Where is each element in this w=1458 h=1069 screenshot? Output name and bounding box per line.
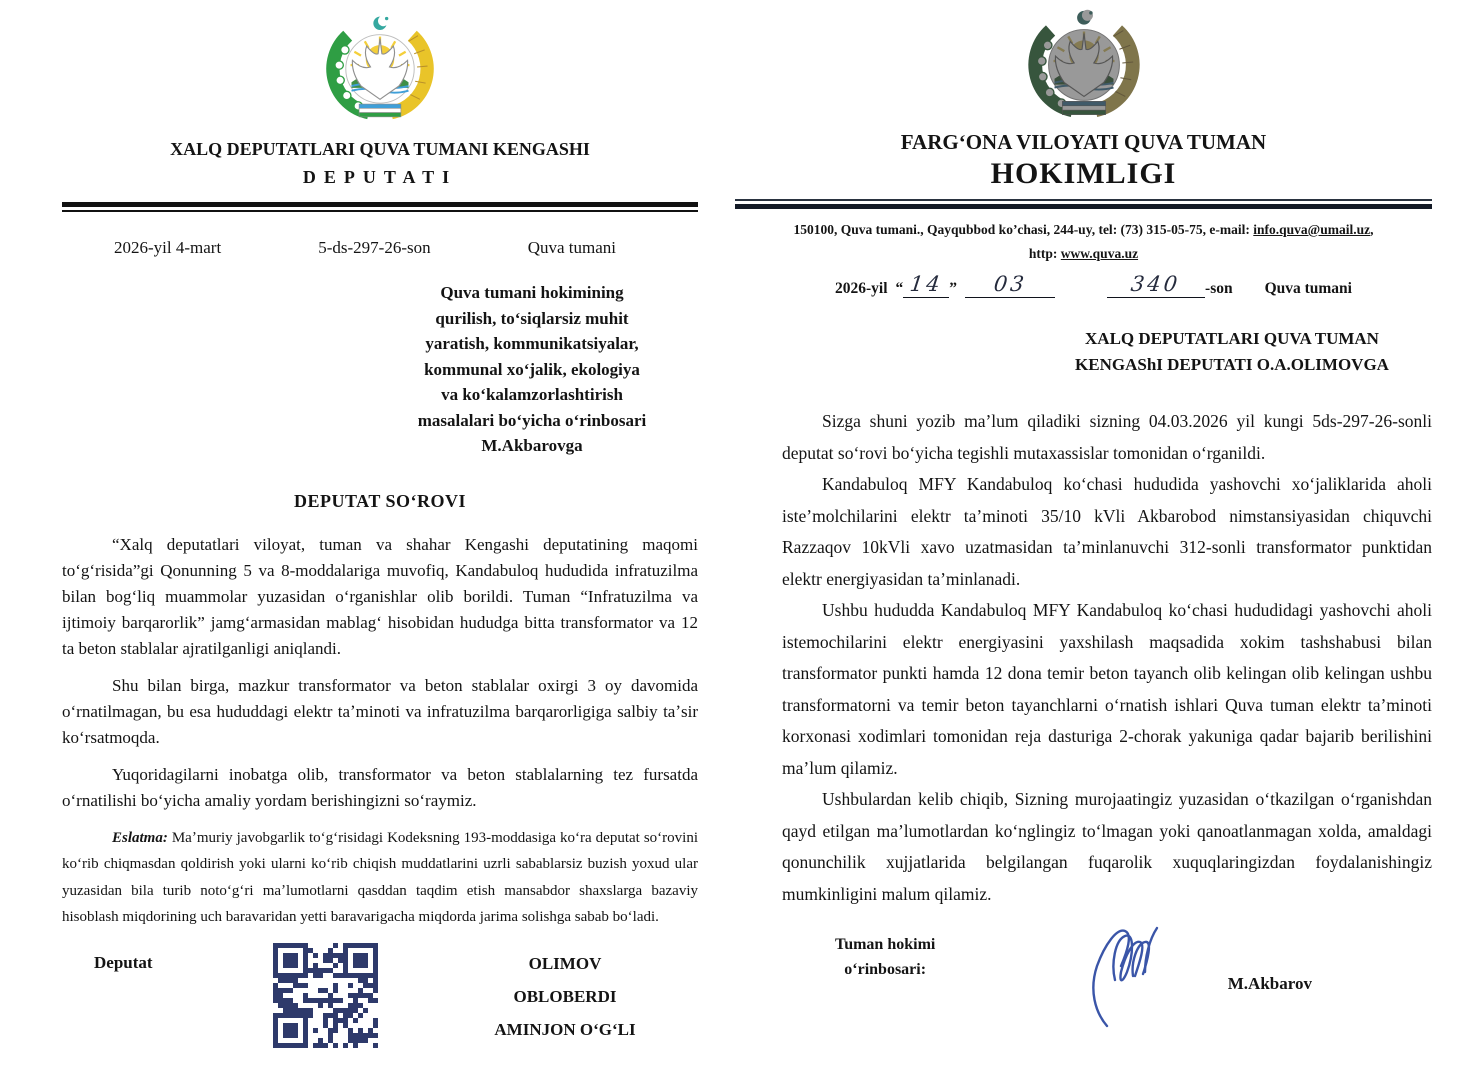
addressee-block [1056, 326, 1408, 378]
org-name-line2: DEPUTATI [302, 167, 458, 187]
handwritten-number: 340 [1130, 272, 1183, 296]
body-paragraph: Ushbu hududda Kandabuloq MFY Kandabuloq koʻchasi hududidagi yashovchi aholi istemochilarini elektr energiyasini yaxshilash maqsadida xokim tashshabusi bilan transformator punkti hamda 12 dona temir beton tayanch olib kelingan olib kelingan ushbu transformatorni va temir beton tayanchlarni oʻrnatish ishlari Quva tuman elektr taʼminoti korxonasi xodimlari tomonidan reja dasturiga 2-chorak yakuniga qadar bajarib berilishini maʼlum qilamiz. [782, 600, 1432, 778]
signer-name: M.Akbarov [1227, 974, 1312, 993]
body-paragraph: “Xalq deputatlari viloyat, tuman va shahar Kengashi deputatining maqomi toʻgʻrisida”gi Qonunning 5 va 8-moddalariga muvofiq, Kandabuloq hududida infratuzilma bilan bogʻliq muammolar yuzasidan oʻrganishlar olib borildi. Tuman “Infratuzilma va ijtimoiy barqarorlik” jamgʻarmasidan mablagʻ hisobidan hududga bitta transformator va 12 ta beton stablalar ajratilganligi aniqlandi. [62, 534, 698, 658]
body-paragraph: Yuqoridagilarni inobatga olib, transformator va beton stablalarning tez fursatda oʻrnatilishi boʻyicha amaliy yordam berishingizni soʻraymiz. [62, 764, 698, 810]
document-title: DEPUTAT SOʻROVI [293, 490, 467, 511]
header-rule [62, 202, 698, 212]
addressee-block [366, 280, 698, 459]
body-paragraph: Sizga shuni yozib maʼlum qiladiki sizning 04.03.2026 yil kungi 5ds-297-26-sonli deputat soʻrovi boʻyicha tegishli mutaxassislar tomonidan oʻrganildi. [782, 411, 1432, 463]
date-day-blank [903, 274, 949, 298]
org-name-line1: FARGʻONA VILOYATI QUVA TUMAN [900, 130, 1267, 154]
document-meta-row [735, 274, 1432, 298]
state-emblem-right [735, 4, 1432, 127]
qr-code [273, 943, 378, 1053]
org-name-line2: HOKIMLIGI [990, 157, 1177, 190]
letter-body [62, 532, 698, 814]
note-paragraph [62, 825, 698, 931]
body-paragraph: Kandabuloq MFY Kandabuloq koʻchasi hududida yashovchi xoʻjaliklarida aholi isteʼmolchilarini elektr taʼminoti 35/10 kVli Akbarobod nimstansiyasidan chiquvchi Razzaqov 10kVli xavo uzatmasidan taʼminlanuvchi 312-sonli transformator punktidan elektr energiyasidan taʼminlanadi. [782, 474, 1432, 589]
signer-name: OLIMOV OBLOBERDI AMINJON OʻGʻLI [494, 953, 636, 1039]
letter-body [782, 406, 1432, 910]
letter-deputat-sorovi [62, 10, 698, 1053]
date-label: 2026-yil [835, 280, 888, 297]
doc-number: 5-ds-297-26-son [318, 238, 431, 257]
addressee-line: kommunal xoʻjalik, ekologiya [424, 359, 640, 379]
addressee-line: KENGAShI DEPUTATI O.A.OLIMOVGA [1075, 355, 1389, 374]
signer-role: Deputat [94, 952, 153, 972]
org-address-line: 150100, Quva tumani., Qayqubbod ko’chasi, 244-uy, tel: (73) 315-05-75, e-mail: info.quva@umail.uz, [793, 222, 1374, 237]
addressee-line: M.Akbarovga [481, 436, 583, 455]
header-rule [735, 199, 1432, 209]
addressee-line: yaratish, kommunikatsiyalar, [425, 334, 639, 353]
addressee-line: qurilish, toʻsiqlarsiz muhit [435, 308, 629, 328]
email-link[interactable]: info.quva@umail.uz [1253, 222, 1371, 237]
addressee-line: Quva tumani hokimining [440, 283, 624, 302]
handwritten-day: 14 [908, 272, 945, 296]
signature-image [1073, 918, 1193, 1035]
state-emblem-left [62, 10, 698, 129]
website-link[interactable]: www.quva.uz [1060, 246, 1139, 261]
note-label: Eslatma: [112, 829, 168, 846]
addressee-line: va koʻkalamzorlashtirish [441, 385, 623, 404]
signature-row [735, 932, 1432, 1035]
note-text: Maʼmuriy javobgarlik toʻgʻrisidagi Kodeksning 193-moddasiga koʻra deputat soʻrovini koʻrib chiqmasdan qoldirish yoki ularni koʻrib chiqish muddatlarini uzrli sabablarsiz buzish yoxud ular yuzasidan bila turib notoʻgʻri maʼlumotlarni qasddan taqdim etish mansabdor shaxslarga bazaviy hisoblash miqdorining uch baravaridan yetti baravarigacha miqdorda jarima solishga sabab boʻladi. [62, 829, 698, 925]
letter-hokimlik-javobi [735, 4, 1432, 1035]
body-paragraph: Ushbulardan kelib chiqib, Sizning murojaatingiz yuzasidan oʻtkazilgan oʻrganishdan qayd etilgan maʼlumotlardan koʻnglingiz toʻlmagan yoki qanoatlanmagan xolda, amaldagi qonunchilik xujjatlarida belgilangan fuqarolik xuquqlaringizdan foydalanishingiz mumkinligini malum qilamiz. [782, 789, 1432, 904]
addressee-line: masalalari boʻyicha oʻrinbosari [417, 410, 647, 430]
quote-close: ” [949, 280, 958, 297]
doc-number-blank [1107, 274, 1205, 298]
doc-place: Quva tumani [1264, 280, 1352, 297]
doc-place: Quva tumani [527, 238, 616, 257]
document-meta-row [62, 238, 698, 258]
org-website-line: http: www.quva.uz [1028, 246, 1139, 261]
addressee-line: XALQ DEPUTATLARI QUVA TUMAN [1085, 329, 1379, 348]
signer-role: Tuman hokimi oʻrinbosari: [835, 936, 936, 978]
org-name-line1: XALQ DEPUTATLARI QUVA TUMANI KENGASHI [170, 139, 590, 159]
doc-date: 2026-yil 4-mart [114, 238, 222, 257]
signature-row [62, 943, 698, 1053]
body-paragraph: Shu bilan birga, mazkur transformator va beton stablalar oxirgi 3 oy davomida oʻrnatilmagan, bu esa hududdagi elektr taʼminoti va infratuzilma barqarorligiga salbiy taʼsir koʻrsatmoqda. [62, 675, 698, 747]
quote-open: “ [895, 280, 904, 297]
handwritten-month: 03 [992, 272, 1028, 296]
doc-number-suffix: -son [1205, 280, 1233, 297]
date-month-blank [965, 274, 1055, 298]
